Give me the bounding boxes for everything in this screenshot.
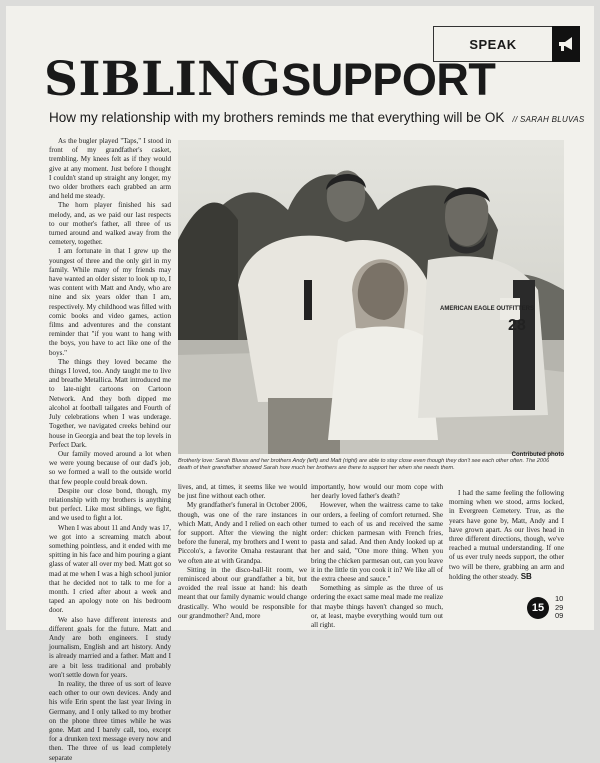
shirt-number: 28 <box>508 317 526 334</box>
byline: // SARAH BLUVAS <box>512 115 585 124</box>
paragraph: Our family moved around a lot when we were young because of our dad's job, so we formed a wall to the outside world that few people could break down. <box>49 449 171 486</box>
date-line: 10 <box>555 594 564 603</box>
issue-date <box>555 595 563 621</box>
paragraph: In reality, the three of us sort of leave each other to our own devices. Andy and his wife Erin spent the last year living in Germany, and I only talked to my brother on the phone three times while he was gone. Matt and I barely call, too, except for a drunken text message every now and then. The three of us lead completely separate <box>49 679 171 762</box>
paragraph: As the bugler played "Taps," I stood in front of my grandfather's casket, trembling. My knees felt as if they would give at any moment. Just before I thought I couldn't stand up straight any longer, my two older brothers each grabbed an arm and held me steady. <box>49 137 171 201</box>
newspaper-page <box>6 6 594 762</box>
megaphone-icon <box>552 26 580 62</box>
deck-text: How my relationship with my brothers reminds me that everything will be OK <box>49 110 505 125</box>
headline-part1: SIBLING <box>44 52 282 107</box>
date-line: 09 <box>555 611 564 620</box>
end-mark: SB <box>520 571 532 581</box>
paragraph: Sitting in the disco-ball-lit room, we reminisced about our grandfather a bit, but avoided the real issue at hand: his death meant that our family dynamic would change drastically. Who would be responsible for our grandmother? And, more <box>178 565 307 620</box>
photo-illustration <box>178 140 564 454</box>
photo-caption: Brotherly love: Sarah Bluvas and her brothers Andy (left) and Matt (right) are able to stay close even though they don't see each other often. The 2006 death of their grandfather showed Sarah how much her brothers are there to support her when she needs them. <box>178 458 550 471</box>
section-label: SPEAK <box>433 26 552 62</box>
paragraph: However, when the waitress came to take our orders, a feeling of comfort returned. She turned to each of us and received the same order: chicken parmesan with French fries, pasta and salad. And then Andy looked up at her and said, "One more thing. When you bring the chicken parmesan out, can you leave it in the little tin you cook it in? We like all of the extra cheese and sauce." <box>311 501 443 584</box>
paragraph: The horn player finished his sad melody, and, as we paid our last respects to our mother's father, all three of us turned around and walked away from the cemetery, together. <box>49 201 171 247</box>
paragraph: Despite our close bond, though, my relationship with my brothers is anything but perfect. Like most siblings, we fight, and we used to fight a lot. <box>49 486 171 523</box>
paragraph-text: I had the same feeling the following morning when we stood, arms locked, in Evergreen Cemetery. True, as the years have gone by, Matt, Andy and I have grown apart. As our lives head in three different directions, though, we've reached a mutual understanding. If one of us ever truly needs support, the other two will be there, grabbing an arm and holding the other steady. <box>449 489 564 581</box>
megaphone-icon-glyph <box>556 35 576 53</box>
article-column-3 <box>311 483 443 630</box>
paragraph <box>449 489 564 582</box>
date-line: 29 <box>555 602 564 612</box>
paragraph: When I was about 11 and Andy was 17, we got into a screaming match about something pointless, and it ended with me spitting in his face and him pouring a giant glass of water all over my bed. Matt got so mad at me when I was a high school junior that he decided not to talk to me for a month. I cried after about a week and taped an apology note on his bedroom door. <box>49 523 171 615</box>
headline-part2: SUPPORT <box>281 54 496 105</box>
article-column-2 <box>178 483 307 621</box>
article-column-4 <box>449 489 564 582</box>
headline <box>44 52 496 107</box>
photo-credit: Contributed photo <box>511 452 564 458</box>
paragraph: lives, and, at times, it seems like we would be just fine without each other. <box>178 483 307 501</box>
paragraph: I am fortunate in that I grew up the youngest of three and the only girl in my family. While many of my friends may have wanted an older sister to look up to, I was content with Matt and Andy, who are nine and six years older than I am, respectively. My childhood was filled with comic books and video games, action films and adventures and the constant reminder that "if you want to hang with the boys, you have to act like one of the boys." <box>49 247 171 357</box>
paragraph: importantly, how would our mom cope with her dearly loved father's death? <box>311 483 443 501</box>
shirt-text: AMERICAN EAGLE OUTFITTERS <box>440 306 534 312</box>
page-number: 15 <box>527 597 549 619</box>
article-column-1 <box>49 137 171 762</box>
deck <box>49 110 585 125</box>
paragraph: My grandfather's funeral in October 2006, though, was one of the rare instances in which Matt, Andy and I relied on each other for support. After the viewing the night before the funeral, my brothers and I went to Piccolo's, a favorite Omaha restaurant that we often ate at with Grandpa. <box>178 501 307 565</box>
paragraph: The things they loved became the things I loved, too. Andy taught me to live and breathe Metallica. Matt introduced me to late-night cartoons on Cartoon Network. And they both dipped me alcohol at football tailgates and Fourth of July celebrations when I was underage. Together, we navigated creeks behind our house in Georgia and beat the top levels in Perfect Dark. <box>49 357 171 449</box>
paragraph: Something as simple as the three of us ordering the exact same meal made me realize that maybe things haven't changed so much, or, at least, maybe everything would turn out all right. <box>311 584 443 630</box>
article-photo <box>178 140 564 454</box>
paragraph: We also have different interests and different goals for the future. Matt and Andy are both engineers. I study journalism, English and art history. Andy is already married and a father. Matt and I are a bit less traditional and probably won't settle down for years. <box>49 615 171 679</box>
